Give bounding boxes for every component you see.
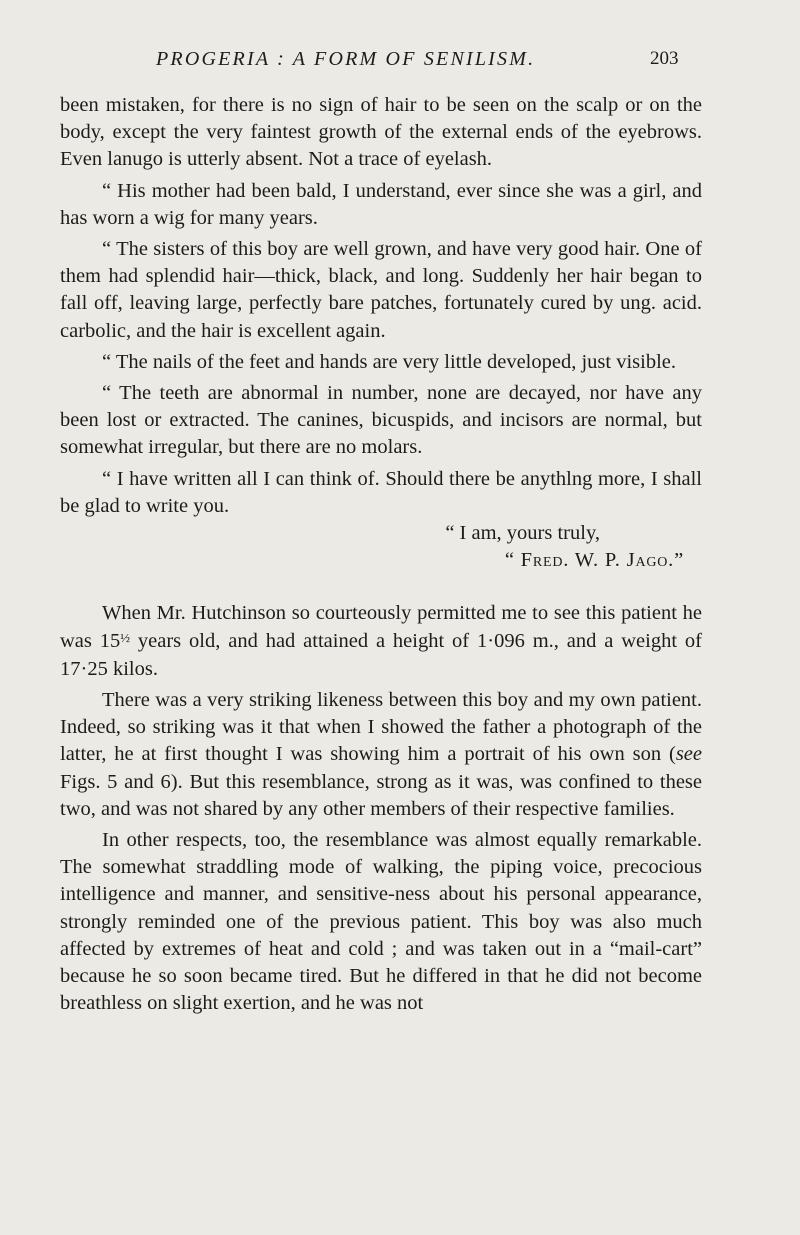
paragraph-sisters-hair: “ The sisters of this boy are well grown, and have very good hair. One of them had splendid hair—thick, black, and long. Suddenly her hair began to fall off, leaving large, perfectly bare patches, fortunately cured by ung. acid. carbolic, and the hair is excellent again. [60,238,702,342]
running-head [60,48,750,78]
paragraph-other-resemblance: In other respects, too, the resemblance was almost equally remarkable. The somewhat straddling mode of walking, the piping voice, precocious intelligence and manner, and sensitive-ness about his personal appearance, strongly reminded one of the previous patient. This boy was also much affected by extremes of heat and cold ; and was taken out in a “mail-cart” because he so soon became tired. But he differed in that he did not become breathless on slight exertion, and he was not [60,829,702,1015]
likeness-text-end: Figs. 5 and 6). But this resemblance, strong as it was, was confined to these two, and was not shared by any other members of their respective families. [60,770,702,820]
paragraph-nails: “ The nails of the feet and hands are very little developed, just visible. [102,350,677,373]
paragraph-letter-end: “ I have written all I can think of. Should there be anythlng more, I shall be glad to write you. [60,467,702,517]
measurements-text-start: When Mr. Hutchinson so courteously permitted me to see this patient he was 15 [60,602,702,652]
paragraph-teeth: “ The teeth are abnormal in number, none are decayed, nor have any been lost or extracted. The canines, bicuspids, and incisors are normal, but somewhat irregular, but there are no molars. [60,382,702,459]
age-fraction: ½ [120,629,131,645]
paragraph-hair-absence: been mistaken, for there is no sign of hair to be seen on the scalp or on the body, except the very faintest growth of the external ends of the eyebrows. Even lanugo is utterly absent. Not a trace of eyelash. [60,94,702,171]
see-italic: see [675,743,702,766]
paragraph-likeness [60,687,702,823]
letter-closing: “ I am, yours truly, [445,522,600,545]
page-number: 203 [650,48,679,69]
section-gap [60,574,702,600]
running-title: PROGERIA : A FORM OF SENILISM. [156,48,536,70]
body-text [60,92,702,1018]
letter-signature: “ Fred. W. P. Jago.” [504,549,684,572]
paragraph-patient-measurements [60,600,702,683]
likeness-text-start: There was a very striking likeness between this boy and my own patient. Indeed, so striking was it that when I showed the father a photograph of the latter, he at first thought I was showing him a portrait of his own son ( [60,689,702,766]
measurements-text-end: years old, and had attained a height of 1·096 m., and a weight of 17·25 kilos. [60,629,702,680]
paragraph-mother-bald: “ His mother had been bald, I understand, ever since she was a girl, and has worn a wig for many years. [60,179,702,229]
